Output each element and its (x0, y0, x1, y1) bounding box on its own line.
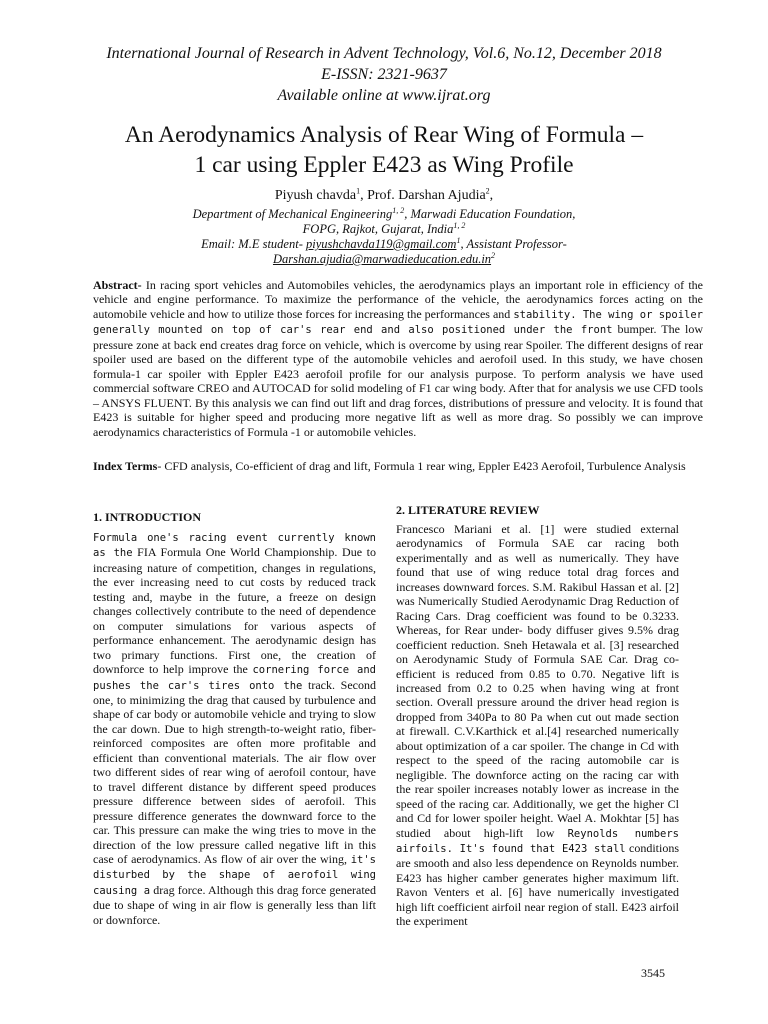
title-line-2: 1 car using Eppler E423 as Wing Profile (194, 152, 574, 178)
author-1-affil: 1 (356, 186, 361, 196)
literature-text-mono-1: Reynolds numbers airfoils. It's found that E423 stall (396, 827, 679, 855)
author-2: Prof. Darshan Ajudia (367, 188, 486, 203)
author-sep: , (360, 188, 368, 203)
abstract (93, 278, 703, 439)
email-prefix: Email: M.E student- (201, 237, 306, 251)
intro-text-3: drag force. Although this drag force generated due to shape of wing in air flow is generally less than lift or downforce. (93, 882, 376, 927)
literature-heading: 2. LITERATURE REVIEW (396, 503, 540, 517)
intro-text-2: track. Second one, to minimizing the drag that caused by turbulence and shape of car body or automobile vehicle and trying to slow the car down. Due to high strength-to-weight ratio, fiber-reinforced composites are often more profitable and efficient than conventional materials. The air flow over two different sides of rear wing of aerofoil contour, have to travel different distance by different speed produces pressure difference between sides of aerofoil. This pressure difference generates the downward force to the car. This pressure can make the wing tries to move in the direction of the low pressure called negative lift in this case of aerodynamics. As flow of air over the wing, (93, 677, 377, 866)
index-terms (93, 459, 703, 474)
page-number: 3545 (641, 966, 665, 980)
email-line-2 (0, 252, 768, 267)
email-1-sup: 1 (456, 235, 461, 245)
affiliation-line-1 (0, 207, 768, 222)
abstract-label: Abstract- (93, 278, 142, 292)
author-1: Piyush chavda (274, 188, 357, 203)
intro-text-mono-1: Formula one's racing event currently known as the (93, 532, 376, 560)
author-2-affil: 2 (485, 186, 490, 196)
journal-issn: E-ISSN: 2321-9637 (321, 66, 447, 83)
intro-text-mono-2: cornering force and pushes the car's tires onto the (93, 664, 376, 692)
affiliation-line-2 (0, 222, 768, 237)
author-end: , (489, 188, 494, 203)
paper-title (60, 120, 708, 180)
abstract-text-mono: stability. The wing or spoiler generally mounted on top of car's rear end and also positioned under the front (93, 308, 703, 337)
title-line-1: An Aerodynamics Analysis of Rear Wing of Formula – (124, 122, 644, 148)
literature-text-2: conditions are smooth and also less dependence on Reynolds number. E423 has higher camber generates higher maximum lift. Ravon Venters et al. [6] have numerically investigated high lift coefficient airfoil near region of stall. E423 airfoil the experiment (396, 840, 679, 929)
email-link-2[interactable]: Darshan.ajudia@marwadieducation.edu.in (272, 252, 492, 266)
abstract-text-1: In racing sport vehicles and Automobiles vehicles, the aerodynamics plays an important role in efficiency of the vehicle and engine performance. To maximize the performance of the vehicle, the aerodynamics forces acting on the automobile vehicle and how to utilize those forces for increasing the performances and (93, 278, 703, 321)
affiliation-dept-sup: 1, 2 (392, 205, 405, 215)
intro-text-mono-3: it's disturbed by the shape of aerofoil wing causing a (93, 853, 376, 897)
index-terms-label: Index Terms (93, 459, 158, 473)
affiliation-dept: Department of Mechanical Engineering (192, 207, 393, 221)
email-mid: , Assistant Professor- (460, 237, 567, 251)
affiliation-location: FOPG, Rajkot, Gujarat, India (302, 222, 454, 236)
journal-header: International Journal of Research in Advent Technology, Vol.6, No.12, December 2018 (106, 45, 662, 62)
intro-body (93, 530, 376, 927)
index-terms-text: - CFD analysis, Co-efficient of drag and lift, Formula 1 rear wing, Eppler E423 Aerofoil, Turbulence Analysis (157, 459, 686, 473)
authors (0, 188, 768, 204)
literature-body (396, 522, 679, 929)
abstract-text-2: bumper. The low pressure zone at back end creates drag force on vehicle, which is overcome by using rear Spoiler. The different designs of rear spoiler used are based on the different type of the automobile vehicles and aerofoil used. In this study, we have chosen formula-1 car spoiler with Eppler E423 aerofoil profile for our analysis purpose. To perform analysis we have used commercial software CREO and AUTOCAD for solid modeling of F1 car wing body. After that for analysis we use CFD tools – ANSYS FLUENT. By this analysis we can find out lift and drag forces, distributions of pressure and velocity. It is found that E423 is suitable for higher speed and producing more negative lift as well as more drag. So possibly we can improve aerodynamics characteristics of Formula -1 or automobile vehicles. (93, 322, 703, 439)
email-2-sup: 2 (491, 250, 496, 260)
email-line-1 (0, 237, 768, 252)
affiliation-location-sup: 1, 2 (453, 220, 466, 230)
intro-heading: 1. INTRODUCTION (93, 510, 202, 524)
intro-text-1: FIA Formula One World Championship. Due to increasing nature of competition, changes in regulations, the ever increasing need to cut costs by reduced track testing and, maybe in the future, a freeze on design changes collectively contribute to the need of dependence on computer simulations for various aspects of performance enhancement. The aerodynamic design has two primary functions. First one, the creation of downforce to help improve the (93, 545, 376, 677)
affiliation-inst: , Marwadi Education Foundation, (404, 207, 576, 221)
email-link-1[interactable]: piyushchavda119@gmail.com (305, 237, 457, 251)
journal-online: Available online at www.ijrat.org (277, 87, 491, 104)
literature-text-1: Francesco Mariani et al. [1] were studied external aerodynamics of Formula SAE car racing both experimentally and as well as numerically. They have found that use of wing reduce total drag forces and increases downward forces. S.M. Rakibul Hassan et al. [2] was Numerically Studied Aerodynamic Drag Reduction of Racing Cars. Drag coefficient was found to be 0.3233. Whereas, for Rear under- body diffuser gives 9.5% drag coefficient reduction. Sneh Hetawala et al. [3] researched on Aerodynamic Study of Formula SAE Car. Drag co-efficient is reduced from 0.85 to 0.70. Negative lift is increased from 0.2 to 0.25 when having wing at front section. Overall pressure around the driver head region is dropped from 340Pa to 80 Pa when cut out made section at firewall. C.V.Karthick et al.[4] researched numerically about optimization of a car spoiler. The change in Cd with respect to the speed of the racing automobile car is negligible. The downforce acting on the racing car with the rear spoiler increases notably lower as increase in the speed of the racing car. Additionally, we get the higher Cl and Cd for lower spoiler height. Wael A. Mokhtar [5] has studied about high-lift low (396, 522, 679, 840)
